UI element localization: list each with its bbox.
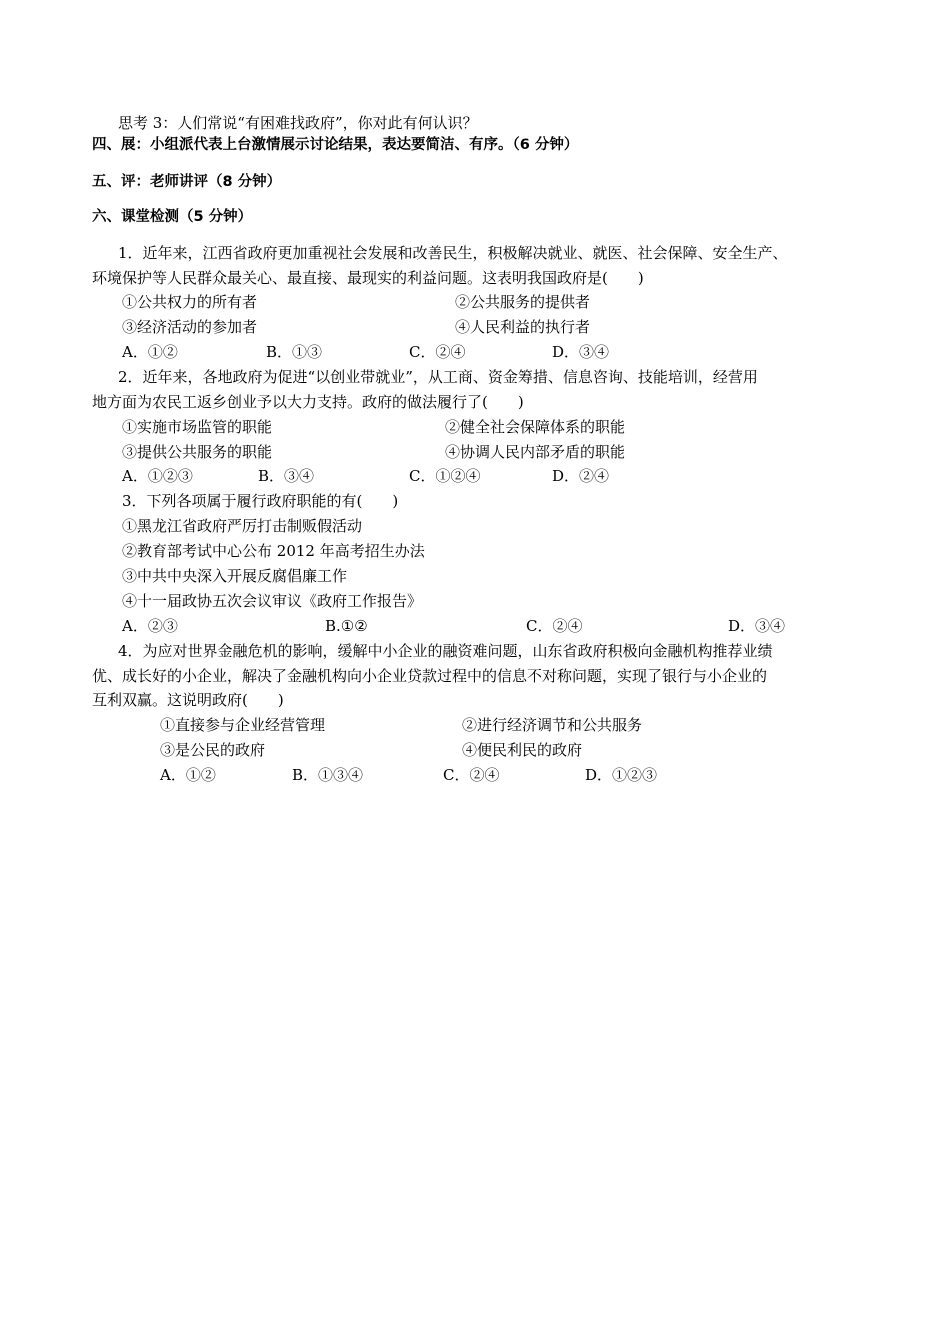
q4-statement-4: ④便民利民的政府 <box>462 741 583 759</box>
q3-statement-1: ①黑龙江省政府严厉打击制贩假活动 <box>122 517 363 535</box>
q2-option-b: B．③④ <box>258 467 315 485</box>
q2-statement-4: ④协调人民内部矛盾的职能 <box>445 443 626 461</box>
q3-option-b: B.①② <box>325 617 368 635</box>
q3-statement-2: ②教育部考试中心公布 2012 年高考招生办法 <box>122 542 425 560</box>
q2-option-d: D．②④ <box>552 467 610 485</box>
q1-option-b: B．①③ <box>266 343 323 361</box>
q2-stem-line1: 2．近年来，各地政府为促进“以创业带就业”，从工商、资金筹措、信息咨询、技能培训，经营用 <box>118 368 758 386</box>
q4-stem-line2: 优、成长好的小企业，解决了金融机构向小企业贷款过程中的信息不对称问题，实现了银行与小企业的 <box>92 667 768 685</box>
q3-stem-line1: 3．下列各项属于履行政府职能的有( ) <box>122 492 399 510</box>
q1-option-c: C．②④ <box>409 343 466 361</box>
section-6-heading: 六、课堂检测（5 分钟） <box>92 209 253 225</box>
q1-statement-4: ④人民利益的执行者 <box>455 318 591 336</box>
q3-statement-3: ③中共中央深入开展反腐倡廉工作 <box>122 567 348 585</box>
q4-statement-3: ③是公民的政府 <box>160 741 266 759</box>
q4-option-d: D．①②③ <box>585 766 658 784</box>
q2-option-a: A．①②③ <box>122 467 193 485</box>
q2-option-c: C．①②④ <box>409 467 481 485</box>
q1-option-d: D．③④ <box>552 343 610 361</box>
section-4-heading: 四、展：小组派代表上台激情展示讨论结果，表达要简洁、有序。（6 分钟） <box>92 137 579 153</box>
q2-stem-line2: 地方面为农民工返乡创业予以大力支持。政府的做法履行了( ) <box>92 393 524 411</box>
q1-stem-line1: 1．近年来，江西省政府更加重视社会发展和改善民生，积极解决就业、就医、社会保障、安全生产、 <box>118 244 788 262</box>
q1-statement-3: ③经济活动的参加者 <box>122 318 258 336</box>
q1-stem-line2: 环境保护等人民群众最关心、最直接、最现实的利益问题。这表明我国政府是( ) <box>92 269 644 287</box>
q2-statement-3: ③提供公共服务的职能 <box>122 443 273 461</box>
think3-line: 思考 3：人们常说“有困难找政府”，你对此有何认识？ <box>118 114 478 132</box>
q3-statement-4: ④十一届政协五次会议审议《政府工作报告》 <box>122 592 423 610</box>
q1-option-a: A．①② <box>122 343 178 361</box>
q1-statement-2: ②公共服务的提供者 <box>455 293 591 311</box>
q4-statement-2: ②进行经济调节和公共服务 <box>462 716 643 734</box>
q4-stem-line1: 4．为应对世界金融危机的影响，缓解中小企业的融资难问题，山东省政府积极向金融机构推荐业绩 <box>118 642 773 660</box>
q2-statement-2: ②健全社会保障体系的职能 <box>445 418 626 436</box>
section-5-heading: 五、评：老师讲评（8 分钟） <box>92 174 282 190</box>
q3-option-a: A．②③ <box>122 617 178 635</box>
q4-stem-line3: 互利双赢。这说明政府( ) <box>92 691 284 709</box>
q4-option-a: A．①② <box>160 766 216 784</box>
q1-statement-1: ①公共权力的所有者 <box>122 293 258 311</box>
q2-statement-1: ①实施市场监管的职能 <box>122 418 273 436</box>
q4-option-b: B．①③④ <box>292 766 364 784</box>
q4-statement-1: ①直接参与企业经营管理 <box>160 716 326 734</box>
q3-option-c: C．②④ <box>526 617 583 635</box>
q3-option-d: D．③④ <box>728 617 786 635</box>
q4-option-c: C．②④ <box>443 766 500 784</box>
